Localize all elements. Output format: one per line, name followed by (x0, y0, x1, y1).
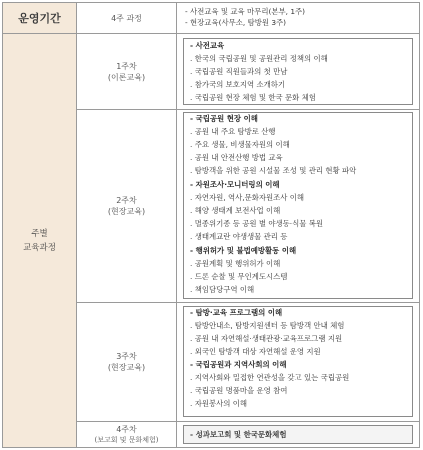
week-type: (이론교육) (107, 72, 146, 82)
content-line: . 국립공원 직원들과의 첫 만남 (190, 67, 288, 76)
content-line: . 자원봉사의 이해 (190, 399, 248, 408)
week-3-content-box (183, 306, 413, 417)
week-type: (현장교육) (107, 363, 146, 372)
content-line: . 탐방객을 위한 공원 시설물 조성 및 관리 현황 파악 (190, 166, 357, 175)
content-line: - 국립공원과 지역사회의 이해 (190, 360, 287, 369)
content-line: . 외국인 탐방객 대상 자연해설 운영 지원 (190, 347, 321, 356)
content-line: . 드론 순찰 및 무인계도시스템 (190, 272, 288, 281)
week-type: (현장교육) (107, 207, 146, 216)
content-line: . 공원계획 및 행위허가 이해 (190, 259, 281, 268)
content-line: . 주요 생물, 비생물자원의 이해 (190, 140, 290, 149)
week-number: 2주차 (116, 196, 137, 205)
week-1-content-box (183, 38, 413, 105)
week-number: 4주차 (116, 424, 137, 434)
content-line: - 탐방·교육 프로그램의 이해 (190, 308, 283, 317)
content-line: - 행위허가 및 불법예방활동 이해 (190, 246, 297, 255)
week-4-content-box (183, 425, 413, 444)
week-number: 3주차 (116, 352, 137, 361)
content-line: . 참가국의 보호지역 소개하기 (190, 80, 286, 89)
week-number: 1주차 (116, 61, 137, 71)
operation-period-header (3, 3, 76, 33)
week-2-label-cell (77, 110, 176, 302)
operation-period-label: 운영기간 (18, 12, 61, 25)
content-line: . 공원 내 주요 탐방로 산행 (190, 127, 276, 136)
operation-period-week (77, 3, 176, 33)
period-item: - 사전교육 및 교육 마무리(본부, 1주) (185, 7, 306, 16)
content-line: . 탐방안내소, 탐방지원센터 등 탐방객 안내 체험 (190, 321, 345, 330)
week-2-content-box (183, 112, 413, 299)
curriculum-label: 교육과정 (23, 242, 56, 253)
course-length: 4주 과정 (111, 13, 142, 23)
weekly-label: 주별 (31, 228, 48, 239)
content-line: . 공원 내 안전산행 방법 교육 (190, 153, 283, 162)
content-line: . 국립공원 명품마을 운영 참여 (190, 386, 288, 395)
weekly-curriculum-header (3, 34, 76, 447)
week-1-label-cell (77, 34, 176, 109)
week-4-label-cell (77, 422, 176, 447)
week-3-label-cell (77, 303, 176, 421)
content-line: . 국립공원 현장 체험 및 한국 문화 체험 (190, 93, 316, 102)
content-line: - 사전교육 (190, 41, 225, 50)
content-line: . 지역사회와 밀접한 연관성을 갖고 있는 국립공원 (190, 373, 350, 382)
content-line: . 멸종위기종 등 공원 별 야생동·식물 복원 (190, 219, 324, 228)
content-line: . 공원 내 자연해설·생태관광·교육프로그램 지원 (190, 334, 343, 343)
content-line: . 책임담당구역 이해 (190, 285, 255, 294)
week-type: (보고회 및 문화체험) (94, 435, 159, 444)
content-line: - 자원조사·모니터링의 이해 (190, 180, 280, 189)
content-line: . 자연자원, 역사,문화자원조사 이해 (190, 193, 305, 202)
operation-period-detail (177, 3, 419, 33)
content-line: - 국립공원 현장 이해 (190, 114, 258, 123)
content-line: - 성과보고회 및 한국문화체험 (190, 430, 287, 439)
content-line: . 한국의 국립공원 및 공원관리 정책의 이해 (190, 54, 328, 63)
content-line: . 생태계교란 야생생물 관리 등 (190, 232, 288, 241)
content-line: . 해양 생태계 보전사업 이해 (190, 206, 281, 215)
period-item: - 현장교육(사무소, 탐방원 3주) (185, 18, 287, 27)
